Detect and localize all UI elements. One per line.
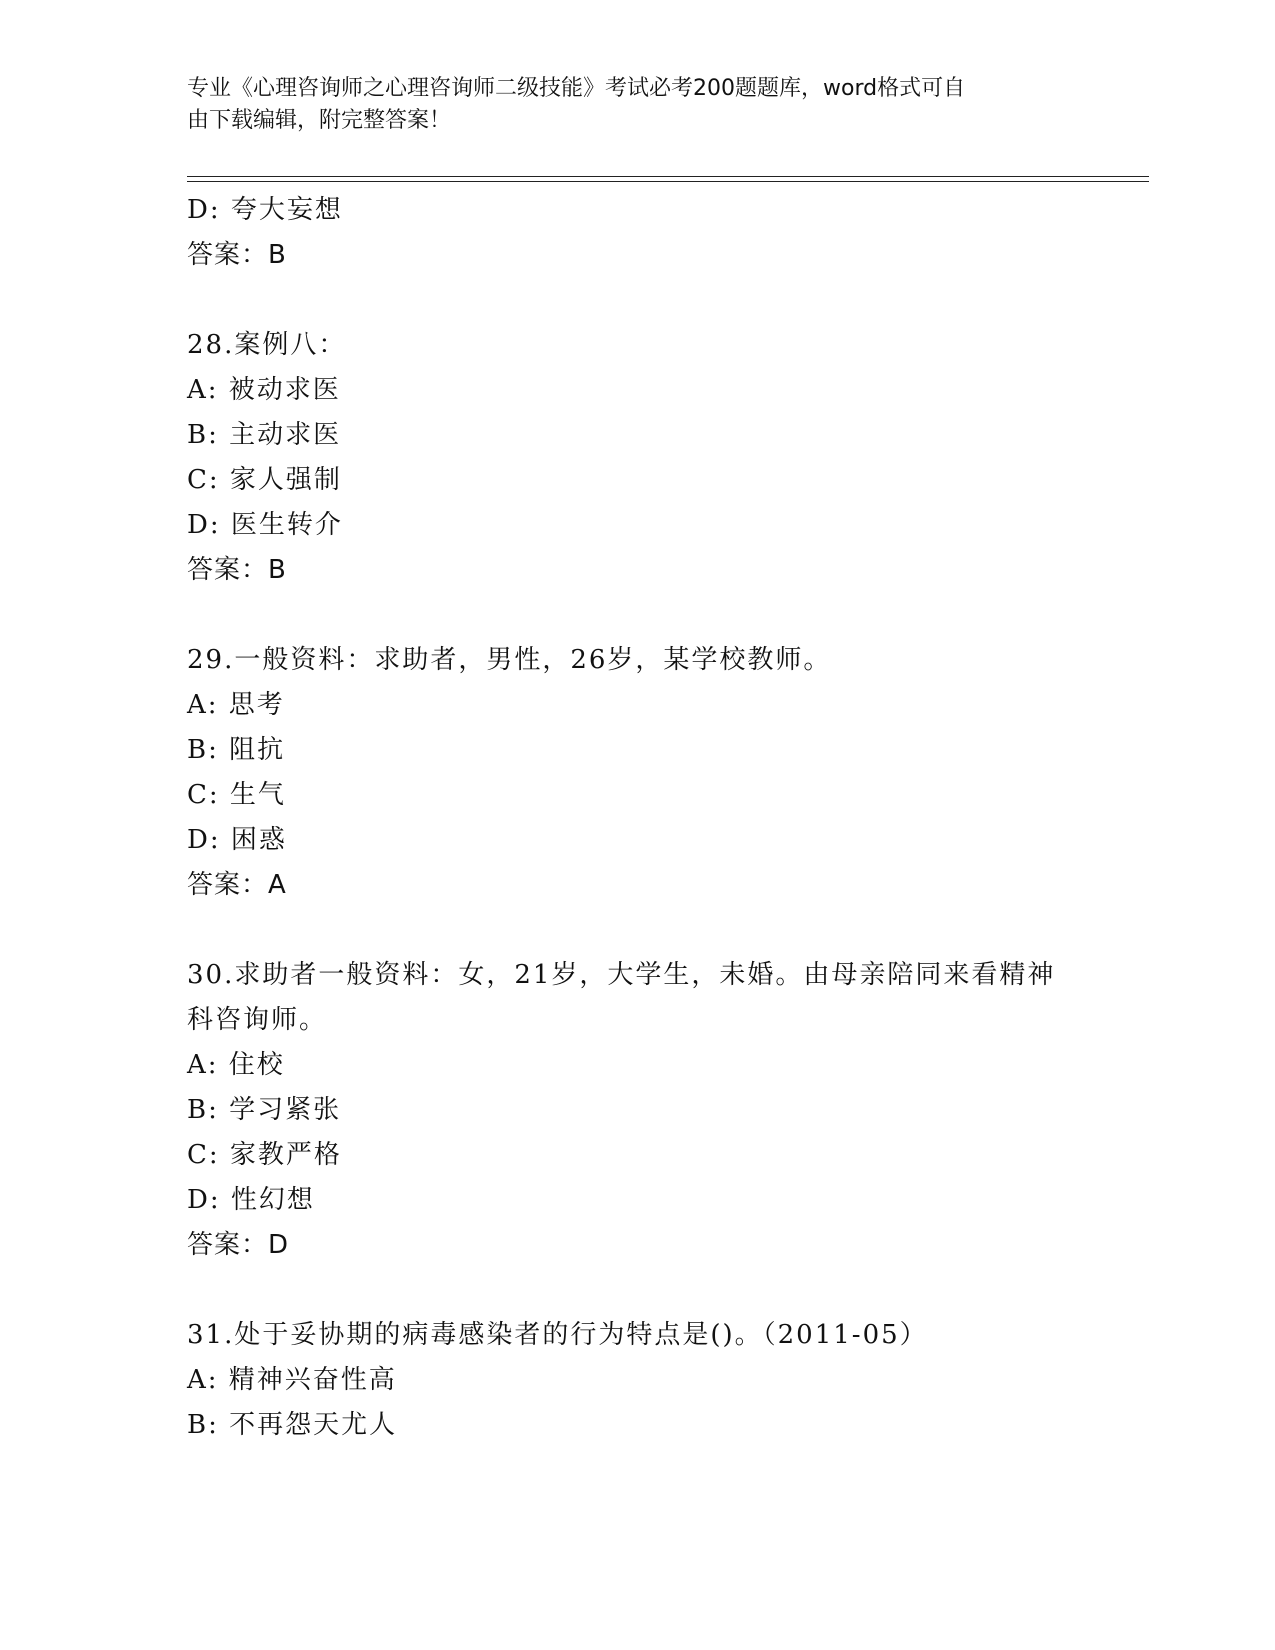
- answer-line: 答案：B: [187, 240, 287, 270]
- option-b: B: 主动求医: [187, 420, 342, 450]
- option-a: A: 被动求医: [187, 375, 341, 405]
- header-divider-bottom: [187, 181, 1149, 182]
- option-d: D: 性幻想: [187, 1185, 315, 1215]
- option-d: D: 夸大妄想: [187, 195, 343, 225]
- question-stem: 31.处于妥协期的病毒感染者的行为特点是()。（2011-05）: [187, 1320, 928, 1350]
- option-d: D: 困惑: [187, 825, 287, 855]
- question-31: [187, 1313, 1087, 1448]
- option-b: B: 不再怨天尤人: [187, 1410, 398, 1440]
- spacer: [187, 593, 1087, 638]
- question-stem-continued: 科咨询师。: [187, 1005, 328, 1035]
- spacer: [187, 1268, 1087, 1313]
- question-30: [187, 953, 1087, 1268]
- header-line-1: 专业《心理咨询师之心理咨询师二级技能》考试必考200题题库，word格式可自: [187, 76, 966, 101]
- spacer: [187, 278, 1087, 323]
- question-stem: 28.案例八：: [187, 330, 347, 360]
- answer-line: 答案：D: [187, 1230, 290, 1260]
- option-b: B: 阻抗: [187, 735, 286, 765]
- option-c: C: 家教严格: [187, 1140, 342, 1170]
- question-content: [187, 188, 1087, 1448]
- option-c: C: 家人强制: [187, 465, 342, 495]
- option-a: A: 思考: [187, 690, 285, 720]
- question-28: [187, 323, 1087, 593]
- question-29: [187, 638, 1087, 908]
- option-a: A: 精神兴奋性高: [187, 1365, 397, 1395]
- option-c: C: 生气: [187, 780, 286, 810]
- question-stem: 29.一般资料：求助者，男性，26岁，某学校教师。: [187, 645, 832, 675]
- option-a: A: 住校: [187, 1050, 285, 1080]
- spacer: [187, 908, 1087, 953]
- answer-line: 答案：B: [187, 555, 287, 585]
- header-divider-top: [187, 176, 1149, 177]
- answer-line: 答案：A: [187, 870, 287, 900]
- question-stem: 30.求助者一般资料：女，21岁，大学生，未婚。由母亲陪同来看精神: [187, 960, 1056, 990]
- document-header: [187, 73, 1087, 137]
- option-b: B: 学习紧张: [187, 1095, 342, 1125]
- previous-question-fragment: [187, 188, 1087, 278]
- header-line-2: 由下载编辑，附完整答案！: [187, 108, 452, 133]
- option-d: D: 医生转介: [187, 510, 343, 540]
